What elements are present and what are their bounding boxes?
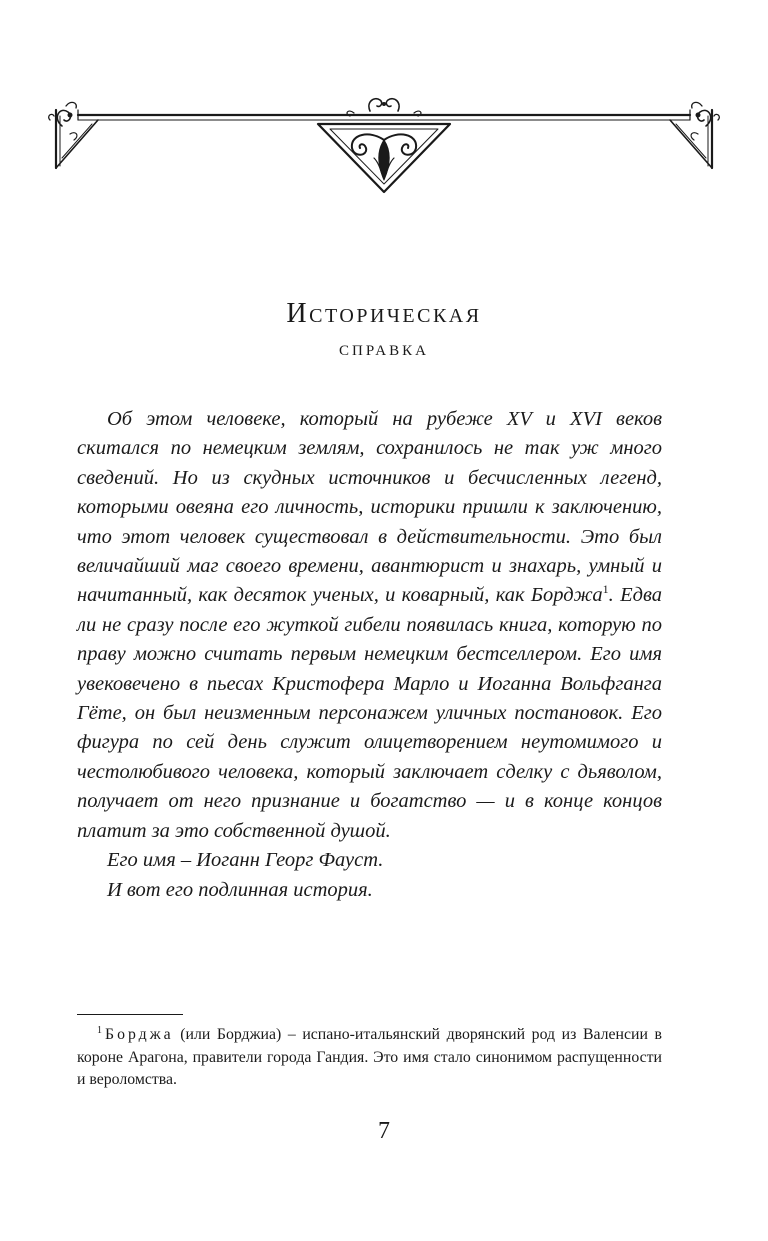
page-number: 7: [378, 1118, 390, 1144]
title-line-2: справка: [339, 336, 429, 360]
footnote-divider: [77, 1014, 183, 1015]
decorative-header-ornament: [48, 96, 720, 196]
body-text: [77, 405, 662, 905]
paragraph-3: И вот его подлинная история.: [107, 878, 373, 901]
chapter-title: [0, 300, 768, 359]
footnote-mark: 1: [97, 1024, 102, 1036]
footnote-term: Борджа: [105, 1026, 174, 1043]
paragraph-1-text-b: . Едва ли не сразу после его жуткой гибели появилась книга, которую по праву можно считать первым немецким бестселлером. Его имя увековечено в пьесах Кристофера Марло и Иоганна Вольфганга Гёте, он был неизменным персонажем уличных постановок. Его фигура по сей день служит олицетворением неутомимого и честолюбивого человека, который заключает сделку с дьяволом, получает от него признание и богатство — и в конце концов платит за это собственной душой.: [77, 584, 662, 842]
center-triangle-ornament: [318, 99, 450, 192]
paragraph-1-text-a: Об этом человеке, который на рубеже XV и XVI веков скитался по немецким землям, сохранилось не так уж много сведений. Но из скудных источников и бесчисленных легенд, которыми овеяна его личность, историки пришли к заключению, что этот человек существовал в действительности. Это был величайший маг своего времени, авантюрист и знахарь, умный и начитанный, как десяток ученых, и коварный, как Борджа: [77, 408, 662, 607]
paragraph-2: Его имя – Иоганн Георг Фауст.: [107, 849, 384, 872]
title-line-1: Историческая: [286, 298, 482, 329]
footnote-text: (или Борджиа) – испано-итальянский дворянский род из Валенсии в короне Арагона, правители города Гандия. Это имя стало синонимом распущенности и вероломства.: [77, 1026, 662, 1088]
paragraph-1: [77, 405, 662, 846]
left-corner-ornament: [49, 102, 98, 168]
footnote-reference: 1: [602, 582, 609, 597]
footnote: [77, 1024, 662, 1092]
right-corner-ornament: [670, 102, 719, 168]
